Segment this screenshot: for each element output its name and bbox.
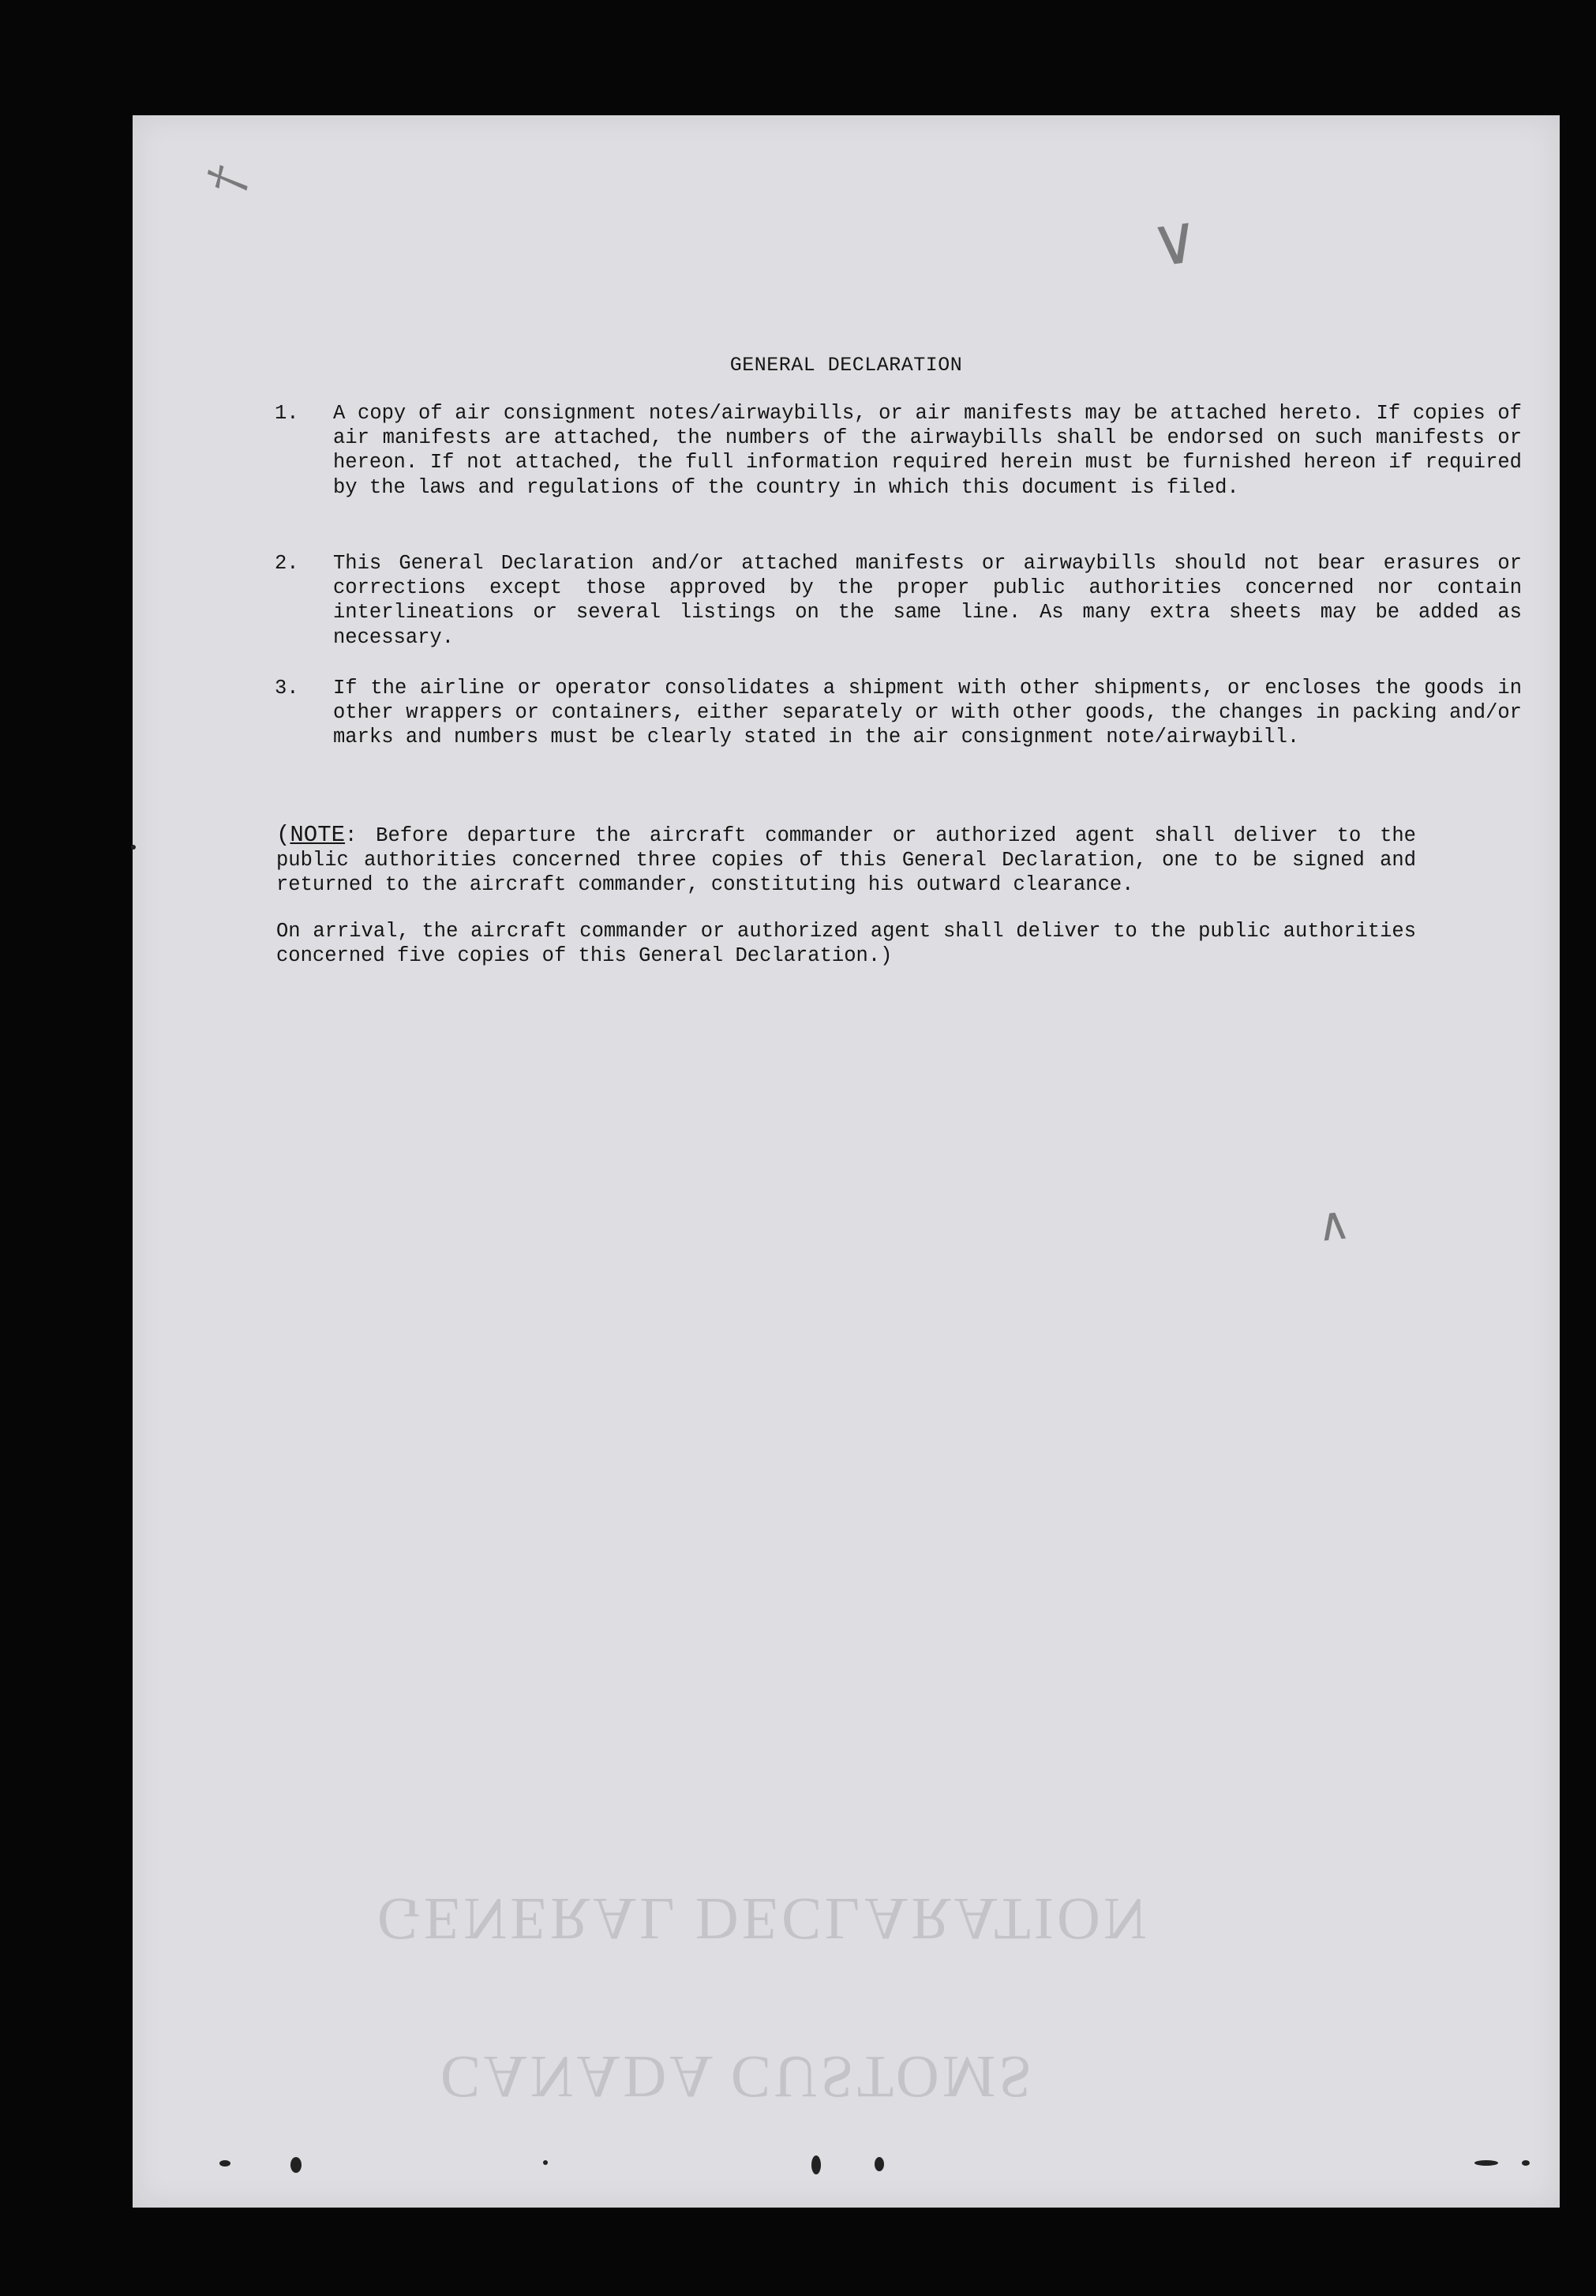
scan-speck <box>1474 2160 1498 2166</box>
scan-speck <box>811 2155 821 2174</box>
scan-speck <box>290 2157 302 2173</box>
scan-speck <box>1522 2160 1530 2166</box>
item-number: 3. <box>275 677 299 700</box>
scan-speck <box>131 845 136 850</box>
page-title: GENERAL DECLARATION <box>729 354 963 377</box>
arrival-paragraph: On arrival, the aircraft commander or authorized agent shall deliver to the public authorities concerned five copies of this General Declaration.) <box>276 920 1416 968</box>
note-label: NOTE <box>290 822 346 848</box>
note-paragraph <box>276 823 1416 898</box>
bleed-through-form-title: GENERAL DECLARATION <box>377 1885 1150 1952</box>
item-text: If the airline or operator consolidates a shipment with other shipments, or encloses the goods in other wrappers or containers, either separately or with other goods, the changes in packing and/or marks and numbers must be clearly stated in the air consignment note/airwaybill. <box>333 677 1522 749</box>
note-text: Before departure the aircraft commander or authorized agent shall deliver to the public authorities concerned three copies of this General Declaration, one to be signed and returned to the aircraft commander, constituting his outward clearance. <box>276 824 1416 897</box>
note-colon: : <box>345 824 358 847</box>
item-text: A copy of air consignment notes/airwaybills, or air manifests may be attached hereto. If copies of air manifests are attached, the numbers of the airwaybills shall be endorsed on such manifests or hereon. If not attached, the full information required herein must be furnished hereon if required by the laws and regulations of the country in which this document is filed. <box>333 402 1522 499</box>
handwritten-margin-number: ∧ <box>1313 1195 1353 1253</box>
item-text: This General Declaration and/or attached manifests or airwaybills should not bear erasures or corrections except those approved by the proper public authorities concerned nor contain interlineations or several listings on the same line. As many extra sheets may be added as necessary. <box>333 552 1522 649</box>
scan-speck <box>875 2157 884 2171</box>
handwritten-initials: ∨ <box>1145 199 1205 283</box>
bleed-through-agency: CANADA CUSTOMS <box>440 2043 1036 2110</box>
scan-speck <box>219 2160 230 2167</box>
handwritten-margin-mark: † <box>196 161 259 199</box>
document-page <box>133 115 1560 2208</box>
note-open: ( <box>276 822 290 848</box>
item-number: 1. <box>275 402 299 425</box>
scan-speck <box>543 2160 548 2165</box>
item-number: 2. <box>275 552 299 575</box>
